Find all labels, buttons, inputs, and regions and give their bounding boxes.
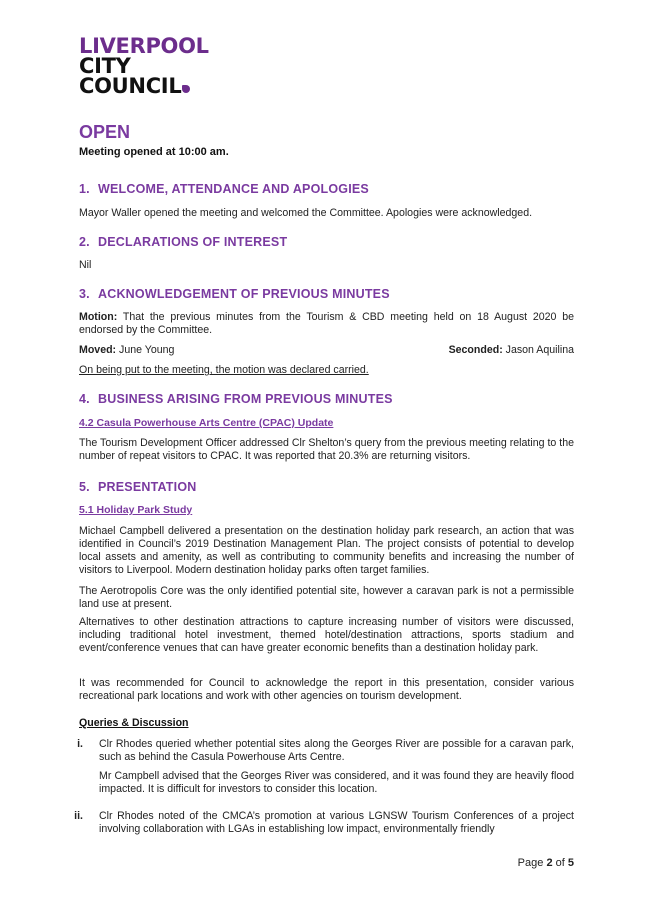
section-3-title: ACKNOWLEDGEMENT OF PREVIOUS MINUTES [98, 287, 390, 301]
section-1-heading [79, 182, 574, 196]
logo-mark-icon [182, 85, 190, 93]
list-item [74, 810, 574, 836]
section-2-number: 2. [79, 235, 90, 249]
section-4-subheading: 4.2 Casula Powerhouse Arts Centre (CPAC) Update [79, 417, 334, 429]
motion-text: That the previous minutes from the Tourism & CBD meeting held on 18 August 2020 be endorsed by the Committee. [79, 311, 574, 336]
presentation-paragraph-4: It was recommended for Council to acknowledge the report in this presentation, consider various recreational park locations and work with other agencies on tourism development. [79, 677, 574, 702]
section-5-number: 5. [79, 480, 90, 494]
moved-seconded-row [79, 344, 574, 356]
moved-label: Moved: [79, 344, 117, 356]
presentation-paragraph-2: The Aerotropolis Core was the only identified potential site, however a caravan park is not a permissible land use at present. [79, 585, 574, 610]
section-3-heading [79, 287, 574, 301]
section-5-heading [79, 480, 574, 494]
motion-carried-text: On being put to the meeting, the motion was declared carried. [79, 364, 369, 376]
list-item-text: Clr Rhodes noted of the CMCA’s promotion at various LGNSW Tourism Conferences of a project involving collaboration with LGAs in establishing low impact, environmentally friendly [99, 810, 574, 835]
section-4-body: The Tourism Development Officer addressed Clr Shelton’s query from the previous meeting relating to the number of repeat visitors to CPAC. It was reported that 20.3% are returning visitors. [79, 437, 574, 462]
list-item-text: Clr Rhodes queried whether potential sites along the Georges River are possible for a caravan park, such as behind the Casula Powerhouse Arts Centre. [99, 738, 574, 763]
liverpool-city-council-logo [79, 36, 209, 96]
section-4-title: BUSINESS ARISING FROM PREVIOUS MINUTES [98, 392, 393, 406]
section-1-title: WELCOME, ATTENDANCE AND APOLOGIES [98, 182, 369, 196]
page-number-footer [518, 857, 574, 869]
total-pages: 5 [567, 857, 574, 869]
logo-line-2: CITY [79, 54, 131, 78]
section-5-subheading: 5.1 Holiday Park Study [79, 504, 193, 516]
motion-paragraph [79, 311, 574, 337]
list-item-reply: Mr Campbell advised that the Georges River was considered, and it was found they are heavily flood impacted. It is difficult for investors to consider this location. [99, 770, 574, 795]
logo-line-1: LIVERPOOL [79, 34, 209, 58]
of-word: of [555, 857, 565, 869]
presentation-paragraph-1: Michael Campbell delivered a presentation on the destination holiday park research, an action that was identified in Council’s 2019 Destination Management Plan. The project consists of potential to develop local assets and amenity, as well as contributing to community benefits and increasing the number of visitors to Liverpool. Modern destination holiday parks often target families. [79, 525, 574, 576]
section-1-body: Mayor Waller opened the meeting and welcomed the Committee. Apologies were acknowledged. [79, 207, 533, 219]
section-2-heading [79, 235, 574, 249]
section-2-body: Nil [79, 259, 92, 271]
presentation-paragraph-3: Alternatives to other destination attractions to capture increasing number of visitors were discussed, including traditional hotel investment, themed hotel/destination attractions, sports stadium and event/conference venues that can have greater economic benefits than a destination holiday park. [79, 616, 574, 654]
seconded-label: Seconded: [448, 344, 503, 356]
queries-discussion-heading: Queries & Discussion [79, 717, 189, 729]
section-4-heading [79, 392, 574, 406]
motion-label: Motion: [79, 311, 118, 323]
meeting-opened-text: Meeting opened at 10:00 am. [79, 146, 229, 158]
list-item [79, 738, 574, 796]
open-heading: OPEN [79, 122, 131, 142]
seconded-name: Jason Aquilina [505, 344, 574, 356]
moved-name: June Young [119, 344, 175, 356]
page-word: Page [517, 857, 544, 869]
section-4-number: 4. [79, 392, 90, 406]
section-1-number: 1. [79, 182, 90, 196]
current-page: 2 [546, 857, 553, 869]
section-5-title: PRESENTATION [98, 480, 197, 494]
logo-line-3: COUNCIL [79, 74, 182, 98]
section-3-number: 3. [79, 287, 90, 301]
list-item-number: i. [77, 738, 83, 750]
section-2-title: DECLARATIONS OF INTEREST [98, 235, 288, 249]
list-item-number: ii. [74, 810, 83, 822]
